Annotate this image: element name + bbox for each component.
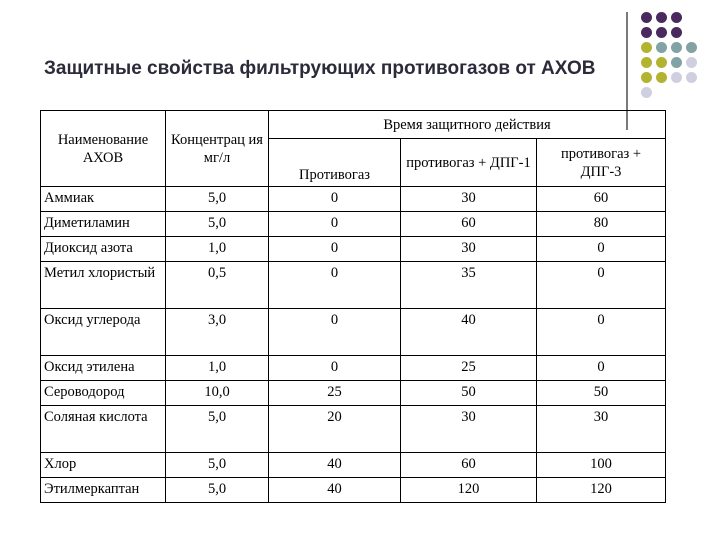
cell-gasmask-dpg3: 30 — [537, 406, 666, 453]
cell-gasmask-dpg3: 60 — [537, 187, 666, 212]
cell-concentration: 5,0 — [166, 406, 269, 453]
cell-gasmask-dpg1: 35 — [401, 262, 537, 309]
table-header-row — [41, 111, 666, 139]
cell-concentration: 5,0 — [166, 187, 269, 212]
table-row — [41, 237, 666, 262]
header-protection-time: Время защитного действия — [269, 111, 666, 139]
decorative-dot — [671, 72, 682, 83]
cell-gasmask-dpg3: 0 — [537, 356, 666, 381]
cell-gasmask-dpg3: 80 — [537, 212, 666, 237]
header-gasmask-dpg3: противогаз + ДПГ-3 — [537, 139, 666, 187]
decorative-dot — [656, 72, 667, 83]
decorative-dot — [641, 27, 652, 38]
table-row — [41, 262, 666, 309]
decorative-dot — [656, 12, 667, 23]
header-concentration: Концентрац ия мг/л — [166, 111, 269, 187]
cell-substance-name: Диоксид азота — [41, 237, 166, 262]
decorative-dot — [641, 12, 652, 23]
cell-concentration: 10,0 — [166, 381, 269, 406]
cell-gasmask: 0 — [269, 212, 401, 237]
cell-concentration: 3,0 — [166, 309, 269, 356]
cell-gasmask-dpg1: 25 — [401, 356, 537, 381]
decorative-dot — [686, 42, 697, 53]
decorative-dot — [671, 27, 682, 38]
cell-gasmask-dpg1: 30 — [401, 237, 537, 262]
cell-gasmask-dpg3: 0 — [537, 262, 666, 309]
cell-substance-name: Этилмеркаптан — [41, 478, 166, 503]
cell-gasmask: 20 — [269, 406, 401, 453]
decorative-dot — [641, 42, 652, 53]
cell-gasmask-dpg3: 50 — [537, 381, 666, 406]
cell-concentration: 1,0 — [166, 356, 269, 381]
cell-concentration: 5,0 — [166, 453, 269, 478]
table-row — [41, 309, 666, 356]
cell-gasmask: 0 — [269, 356, 401, 381]
cell-gasmask: 25 — [269, 381, 401, 406]
cell-gasmask-dpg1: 50 — [401, 381, 537, 406]
cell-concentration: 5,0 — [166, 478, 269, 503]
cell-gasmask-dpg1: 30 — [401, 406, 537, 453]
decorative-dot — [686, 57, 697, 68]
cell-substance-name: Аммиак — [41, 187, 166, 212]
decorative-dot — [671, 42, 682, 53]
header-name: Наименование АХОВ — [41, 111, 166, 187]
cell-gasmask-dpg3: 100 — [537, 453, 666, 478]
decorative-dot — [671, 57, 682, 68]
cell-substance-name: Диметиламин — [41, 212, 166, 237]
cell-gasmask: 0 — [269, 309, 401, 356]
decorative-dot — [656, 57, 667, 68]
cell-substance-name: Метил хлористый — [41, 262, 166, 309]
cell-gasmask: 40 — [269, 478, 401, 503]
header-gasmask-dpg1: противогаз + ДПГ-1 — [401, 139, 537, 187]
table-row — [41, 212, 666, 237]
cell-substance-name: Оксид углерода — [41, 309, 166, 356]
cell-gasmask-dpg3: 120 — [537, 478, 666, 503]
table-row — [41, 453, 666, 478]
decorative-dot — [641, 87, 652, 98]
decorative-dot — [656, 27, 667, 38]
cell-gasmask-dpg1: 60 — [401, 453, 537, 478]
decorative-dot — [686, 72, 697, 83]
table-row — [41, 356, 666, 381]
cell-gasmask-dpg1: 30 — [401, 187, 537, 212]
cell-substance-name: Сероводород — [41, 381, 166, 406]
cell-gasmask-dpg1: 40 — [401, 309, 537, 356]
cell-gasmask-dpg1: 120 — [401, 478, 537, 503]
cell-gasmask-dpg3: 0 — [537, 309, 666, 356]
cell-substance-name: Хлор — [41, 453, 166, 478]
table-row — [41, 406, 666, 453]
table-row — [41, 187, 666, 212]
cell-substance-name: Соляная кислота — [41, 406, 166, 453]
decorative-dot — [656, 42, 667, 53]
cell-gasmask: 0 — [269, 262, 401, 309]
decorative-dot — [671, 12, 682, 23]
cell-concentration: 5,0 — [166, 212, 269, 237]
header-gasmask: Противогаз — [269, 139, 401, 187]
table-row — [41, 478, 666, 503]
page-title: Защитные свойства фильтрующих противогазов от АХОВ — [44, 58, 596, 79]
protection-table — [40, 110, 666, 503]
cell-substance-name: Оксид этилена — [41, 356, 166, 381]
cell-concentration: 0,5 — [166, 262, 269, 309]
cell-gasmask-dpg1: 60 — [401, 212, 537, 237]
cell-gasmask: 40 — [269, 453, 401, 478]
cell-concentration: 1,0 — [166, 237, 269, 262]
cell-gasmask: 0 — [269, 237, 401, 262]
cell-gasmask-dpg3: 0 — [537, 237, 666, 262]
cell-gasmask: 0 — [269, 187, 401, 212]
table-row — [41, 381, 666, 406]
